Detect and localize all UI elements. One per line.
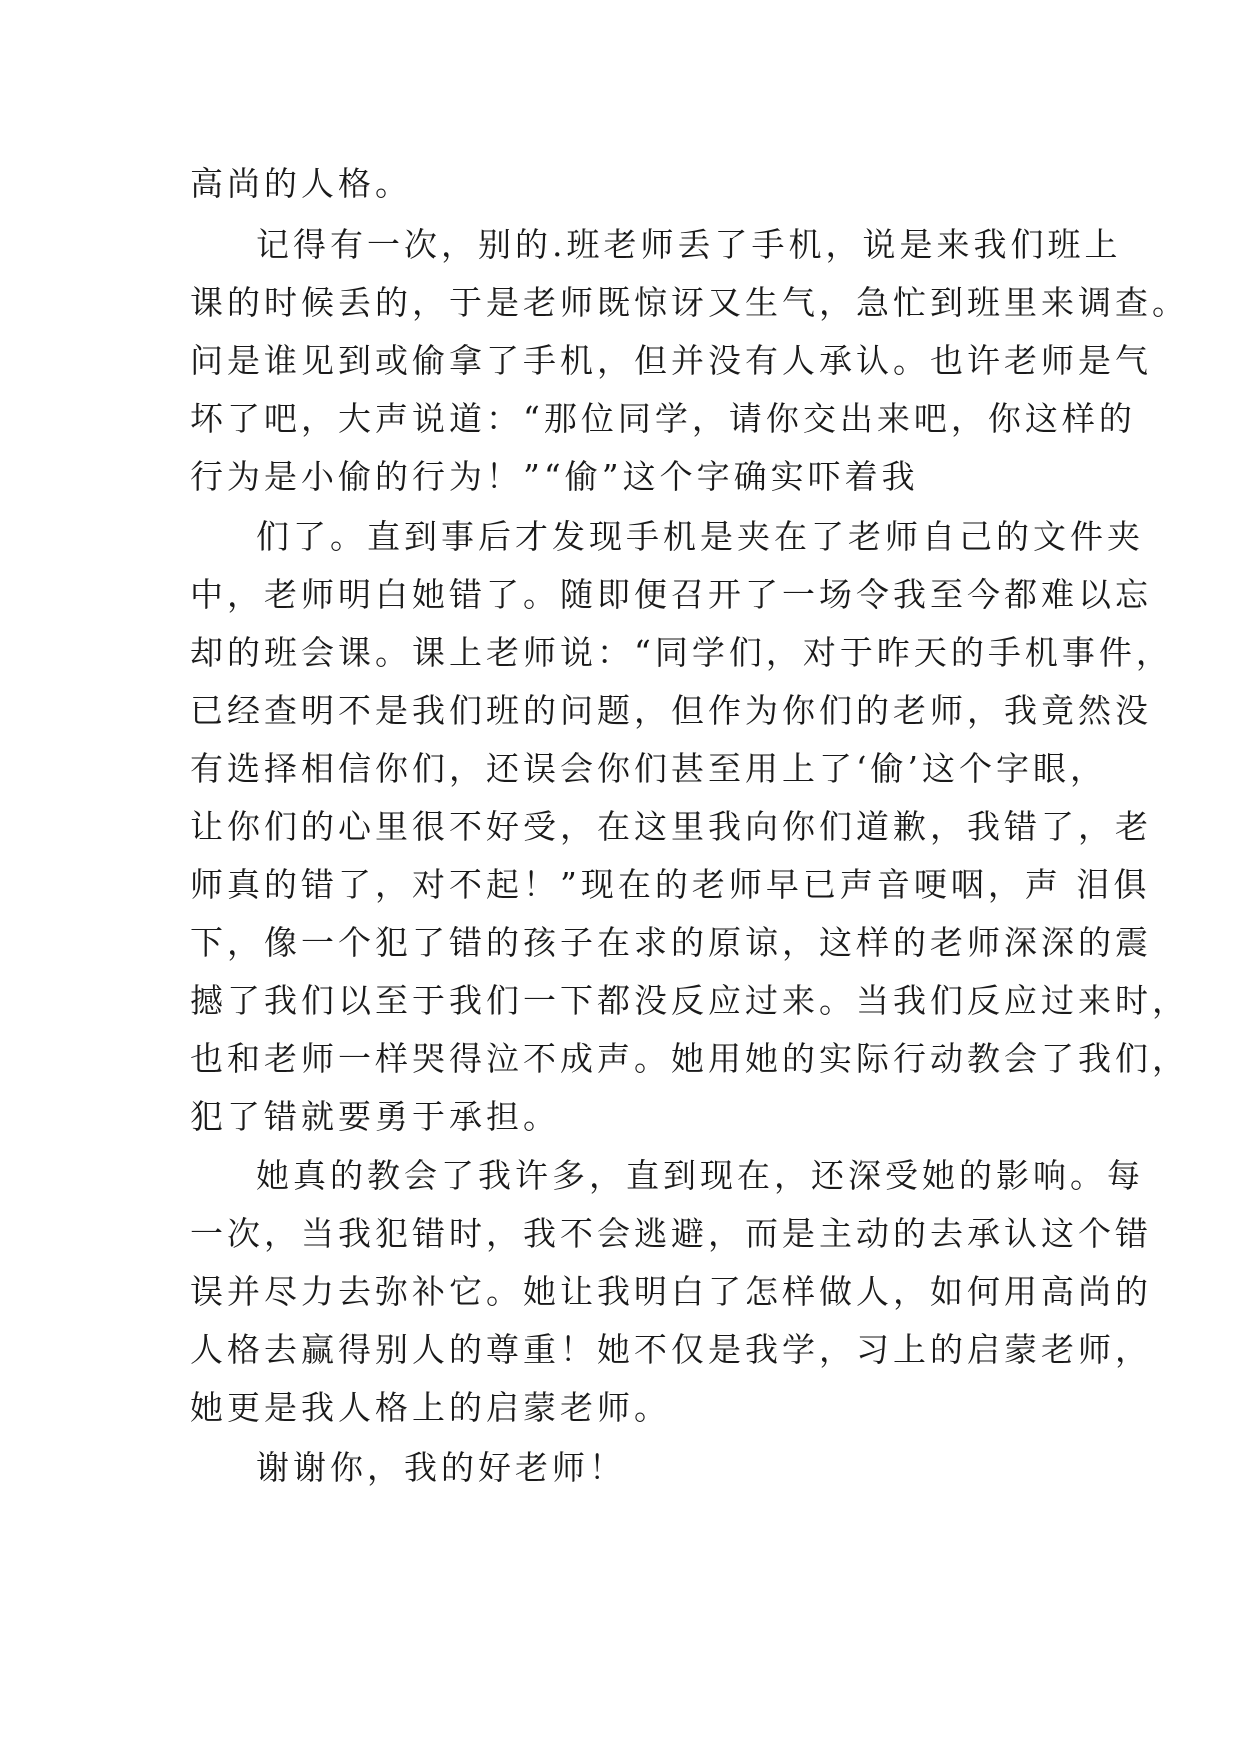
text-line: 也和老师一样哭得泣不成声。她用她的实际行动教会了我们， [190, 1039, 1189, 1078]
text-line: 行为是小偷的行为！”“偷”这个字确实吓着我 [190, 457, 919, 496]
text-line: 她更是我人格上的启蒙老师。 [190, 1388, 671, 1427]
text-line: 坏了吧，大声说道：“那位同学，请你交出来吧，你这样的 [190, 399, 1136, 438]
text-line: 人格去赢得别人的尊重！她不仅是我学，习上的启蒙老师， [190, 1330, 1152, 1369]
text-line: 问是谁见到或偷拿了手机，但并没有人承认。也许老师是气 [190, 341, 1152, 380]
text-line: 谢谢你，我的好老师！ [256, 1448, 626, 1487]
text-line: 高尚的人格。 [190, 164, 412, 203]
text-line: 她真的教会了我许多，直到现在，还深受她的影响。每 [256, 1156, 1144, 1195]
text-line: 犯了错就要勇于承担。 [190, 1097, 560, 1136]
text-line: 却的班会课。课上老师说：“同学们，对于昨天的手机事件， [190, 633, 1173, 672]
text-line: 下，像一个犯了错的孩子在求的原谅，这样的老师深深的震 [190, 923, 1152, 962]
text-line: 有选择相信你们，还误会你们甚至用上了‘偷’这个字眼， [190, 749, 1107, 788]
text-line: 让你们的心里很不好受，在这里我向你们道歉，我错了，老 [190, 807, 1152, 846]
text-line: 记得有一次，别的.班老师丢了手机，说是来我们班上 [256, 225, 1122, 264]
text-line: 误并尽力去弥补它。她让我明白了怎样做人，如何用高尚的 [190, 1272, 1152, 1311]
text-line: 中，老师明白她错了。随即便召开了一场令我至今都难以忘 [190, 575, 1152, 614]
text-line: 撼了我们以至于我们一下都没反应过来。当我们反应过来时， [190, 981, 1189, 1020]
text-line: 课的时候丢的，于是老师既惊讶又生气，急忙到班里来调查。 [190, 283, 1189, 322]
text-line: 们了。直到事后才发现手机是夹在了老师自己的文件夹 [256, 517, 1144, 556]
text-line: 师真的错了，对不起！”现在的老师早已声音哽咽，声 泪俱 [190, 865, 1151, 904]
text-line: 已经查明不是我们班的问题，但作为你们的老师，我竟然没 [190, 691, 1152, 730]
text-line: 一次，当我犯错时，我不会逃避，而是主动的去承认这个错 [190, 1214, 1152, 1253]
